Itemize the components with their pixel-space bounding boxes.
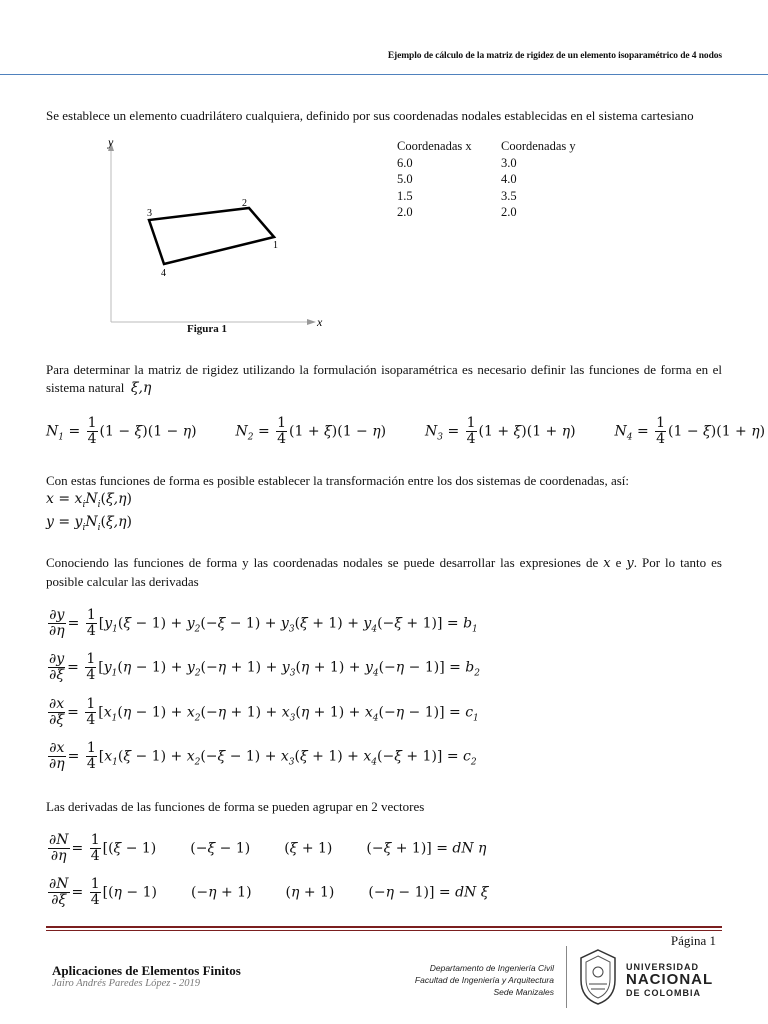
coord-x: 1.5 bbox=[397, 188, 413, 203]
eq-dx-deta: $\frac{\partial x}{\partial\eta}$ = $\frac{1}{4}$ $[x_1(\xi - 1) + x_2(-\xi - 1) + x_3(\xi + 1) + x_4(-\xi + 1)] = c_2$ bbox=[49, 740, 477, 772]
coordinates-table bbox=[397, 138, 576, 221]
paragraph-shape-functions bbox=[46, 361, 722, 397]
paragraph-vectors: Las derivadas de las funciones de forma se pueden agrupar en 2 vectores bbox=[46, 799, 425, 814]
author-line: Jairo Andrés Paredes López - 2019 bbox=[52, 978, 201, 989]
uni-line-1: UNIVERSIDAD bbox=[626, 962, 700, 972]
coords-header-x: Coordenadas x bbox=[397, 139, 472, 153]
footer-rule-thin bbox=[46, 930, 722, 931]
node-label-3: 3 bbox=[147, 208, 152, 219]
eq-dy-dxi: $\frac{\partial y}{\partial\xi}$ = $\frac{1}{4}$ $[y_1(\eta - 1) + y_2(-\eta + 1) + y_3(\eta + 1) + y_4(-\eta - 1)] = b_2$ bbox=[49, 651, 480, 683]
coord-y: 2.0 bbox=[501, 205, 517, 219]
coord-y: 3.5 bbox=[501, 188, 517, 203]
university-name bbox=[626, 962, 713, 998]
header-title: Ejemplo de cálculo de la matriz de rigidez de un elemento isoparamétrico de 4 nodos bbox=[387, 51, 722, 61]
dept-line: Departamento de Ingeniería Civil bbox=[429, 963, 554, 973]
uni-line-3: DE COLOMBIA bbox=[626, 988, 701, 998]
coord-x: 2.0 bbox=[397, 205, 413, 219]
intro-paragraph: Se establece un elemento cuadrilátero cualquiera, definido por sus coordenadas nodales establecidas en el sistema cartesiano bbox=[46, 108, 694, 123]
coord-x: 6.0 bbox=[397, 155, 413, 170]
paragraph-text: Para determinar la matriz de rigidez utilizando la formulación isoparamétrica es necesario definir las funciones de forma en el sistema natural bbox=[46, 362, 722, 395]
paragraph-derivatives: Conociendo las funciones de forma y las coordenadas nodales se puede desarrollar las expresiones de x e y. Por lo tanto es posible calcular las derivadas bbox=[46, 555, 722, 589]
node-label-4: 4 bbox=[161, 268, 166, 279]
coord-x: 5.0 bbox=[397, 172, 413, 186]
y-axis-label: y bbox=[108, 135, 114, 149]
node-label-1: 1 bbox=[273, 240, 278, 251]
element-figure bbox=[96, 134, 336, 330]
page-number: Página 1 bbox=[670, 933, 716, 948]
eq-y-transform: $y = y_iN_i(\xi,\eta)$ bbox=[46, 514, 132, 533]
natural-coords-symbol: ξ,η bbox=[130, 380, 152, 396]
footer-divider bbox=[566, 946, 567, 1008]
quad-element bbox=[149, 208, 274, 264]
dept-line: Sede Manizales bbox=[493, 987, 554, 997]
eq-dx-dxi: $\frac{\partial x}{\partial\xi}$ = $\frac{1}{4}$ $[x_1(\eta - 1) + x_2(-\eta + 1) + x_3(\eta + 1) + x_4(-\eta - 1)] = c_1$ bbox=[49, 696, 479, 728]
eq-dN-deta: $\frac{\partial N}{\partial\eta}$ = $\frac{1}{4}$ [(ξ − 1) (−ξ − 1) (ξ + 1) (−ξ + 1)] = dN η bbox=[49, 832, 487, 864]
x-axis-arrow bbox=[307, 319, 316, 325]
header-rule bbox=[0, 74, 768, 75]
department-block bbox=[415, 962, 554, 998]
x-axis-label: x bbox=[317, 315, 323, 329]
coord-y: 4.0 bbox=[501, 172, 517, 186]
eq-dN-dxi: $\frac{\partial N}{\partial\xi}$ = $\frac{1}{4}$ [(η − 1) (−η + 1) (η + 1) (−η − 1)] = dN ξ bbox=[49, 876, 489, 908]
eq-x-transform: $x = x_iN_i(\xi,\eta)$ bbox=[46, 491, 132, 510]
footer-rule bbox=[46, 926, 722, 928]
university-seal-icon bbox=[575, 946, 621, 1008]
coord-y: 3.0 bbox=[501, 155, 517, 170]
paragraph-transformation: Con estas funciones de forma es posible establecer la transformación entre los dos sistemas de coordenadas, así: bbox=[46, 473, 630, 488]
paragraph-text: Conociendo las funciones de forma y las coordenadas nodales se puede desarrollar las expresiones de bbox=[46, 555, 599, 570]
paragraph-text: Por lo tanto es posible calcular las derivadas bbox=[46, 555, 722, 589]
figure-caption: Figura 1 bbox=[187, 323, 228, 335]
dept-line: Facultad de Ingeniería y Arquitectura bbox=[414, 975, 554, 985]
book-title: Aplicaciones de Elementos Finitos bbox=[52, 963, 241, 978]
eq-dy-deta: $\frac{\partial y}{\partial\eta}$ = $\frac{1}{4}$ $[y_1(\xi - 1) + y_2(-\xi - 1) + y_3(\xi + 1) + y_4(-\xi + 1)] = b_1$ bbox=[49, 607, 478, 639]
coords-header-y: Coordenadas y bbox=[501, 139, 576, 153]
uni-line-2: NACIONAL bbox=[626, 971, 714, 988]
node-label-2: 2 bbox=[242, 198, 247, 209]
shape-functions-equations: $N_1$ = $\frac{1}{4}$ (1 − ξ)(1 − η) $N_2$ = $\frac{1}{4}$ (1 + ξ)(1 − η) $N_3$ = $\frac{1}{4}$ (1 + ξ)(1 + η) $N_4$ = $\frac{1}{4}$ (1 − ξ)(1 + η) bbox=[46, 415, 766, 447]
